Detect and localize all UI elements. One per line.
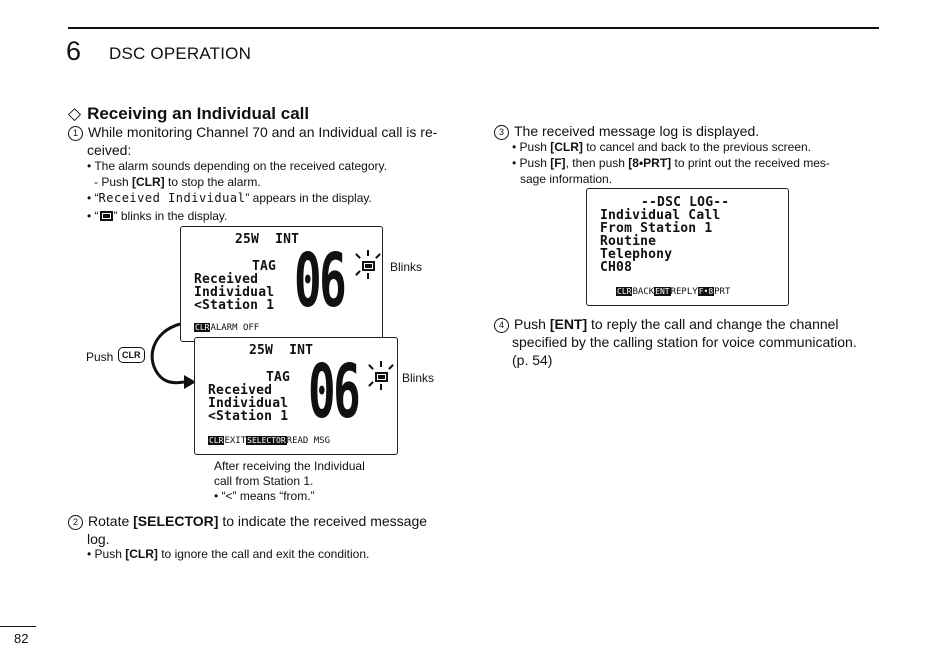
step-1-cont: ceived:	[87, 142, 132, 158]
key-f: [F]	[550, 156, 566, 170]
lcd-status: 25W INT	[249, 343, 314, 358]
lcd-screen-alarm	[180, 226, 383, 342]
key-prt: [8•PRT]	[628, 156, 672, 170]
lcd-tag: TAG	[266, 370, 291, 385]
step-number: 1	[68, 126, 83, 141]
lcd-line: <Station 1	[208, 409, 289, 424]
header-rule	[68, 27, 879, 29]
blinks-label: Blinks	[402, 371, 435, 385]
blink-ray	[380, 384, 382, 390]
bullet-alarm: • The alarm sounds depending on the received category.	[87, 159, 387, 173]
blink-ray	[367, 273, 369, 279]
soft-key-clr: CLR	[195, 323, 210, 332]
step-2	[68, 512, 458, 530]
lcd-line: CH08	[600, 260, 633, 275]
page-number: 82	[14, 631, 29, 646]
lcd-line: Individual Call	[600, 208, 721, 223]
text: • Push	[87, 547, 126, 561]
message-icon	[362, 261, 375, 271]
text: • Push	[512, 156, 551, 170]
soft-key-label: PRT	[714, 287, 731, 297]
step-text: While monitoring Channel 70 and an Individual call is re-	[88, 124, 438, 140]
text: to stop the alarm.	[164, 175, 261, 189]
chapter-title: DSC OPERATION	[109, 44, 252, 63]
step-4-cont: (p. 54)	[512, 352, 553, 368]
sub-bullet-clr	[94, 174, 261, 190]
arrow-icon	[140, 318, 200, 393]
lcd-line: Individual	[194, 285, 275, 300]
lcd-line: Individual	[208, 396, 289, 411]
bullet-received	[87, 190, 372, 206]
lcd-line: Routine	[600, 234, 657, 249]
blink-ray	[355, 270, 361, 276]
caption-line: call from Station 1.	[214, 474, 314, 488]
text: • “	[87, 191, 99, 205]
soft-key-label: ALARM OFF	[210, 323, 260, 333]
lcd-line: Received	[194, 272, 259, 287]
blink-ray	[380, 361, 382, 367]
lcd-title: --DSC LOG--	[641, 195, 730, 210]
blinks-label: Blinks	[390, 260, 423, 274]
key-selector: [SELECTOR]	[133, 513, 219, 529]
blink-ray	[388, 364, 394, 370]
message-icon	[375, 372, 388, 382]
step-1	[68, 123, 458, 141]
diamond-icon: ◇	[68, 104, 82, 123]
caption-line: • “<” means “from.”	[214, 489, 315, 503]
step-4-cont: specified by the calling station for voice communication.	[512, 334, 857, 350]
text: to ignore the call and exit the condition.	[157, 547, 370, 561]
step-3	[494, 122, 759, 140]
bullet-ignore	[87, 546, 369, 562]
step-number: 2	[68, 515, 83, 530]
text: Push	[514, 316, 550, 332]
chapter-number: 6	[66, 36, 82, 66]
bullet-cancel	[512, 139, 811, 155]
soft-key-row	[616, 287, 730, 297]
bullet-print-cont: sage information.	[520, 172, 613, 186]
soft-key-ent: ENT	[655, 287, 670, 296]
soft-key-clr: CLR	[617, 287, 632, 296]
text: Rotate	[88, 513, 134, 529]
step-4	[494, 315, 880, 333]
key-clr: [CLR]	[550, 140, 583, 154]
text: The received message log is displayed.	[514, 123, 760, 139]
bullet-print	[512, 155, 880, 171]
soft-key-label: REPLY	[670, 287, 698, 297]
soft-key-f: F•8	[698, 287, 714, 296]
lcd-line: From Station 1	[600, 221, 713, 236]
soft-key-label: EXIT	[224, 436, 247, 446]
section-heading	[68, 104, 309, 124]
text: to cancel and back to the previous screen.	[582, 140, 812, 154]
step-2-cont: log.	[87, 531, 110, 547]
message-icon	[99, 210, 114, 222]
key-ent: [ENT]	[549, 316, 588, 332]
text: • Push	[512, 140, 551, 154]
text: - Push	[94, 175, 133, 189]
channel-number: 06	[308, 349, 359, 435]
soft-key-row	[194, 323, 259, 333]
soft-key-label: BACK	[632, 287, 655, 297]
lcd-line: <Station 1	[194, 298, 275, 313]
text: • “	[87, 209, 99, 223]
text: ” appears in the display.	[245, 191, 372, 205]
soft-key-row	[208, 436, 330, 446]
text: to indicate the received message	[218, 513, 428, 529]
soft-key-clr: CLR	[209, 436, 224, 445]
key-clr: [CLR]	[132, 175, 165, 189]
text: to reply the call and change the channel	[587, 316, 839, 332]
lcd-tag: TAG	[252, 259, 277, 274]
soft-key-selector: SELECTOR	[247, 436, 286, 445]
key-clr: [CLR]	[125, 547, 158, 561]
blink-ray	[368, 381, 374, 387]
lcd-status: 25W INT	[235, 232, 300, 247]
blink-ray	[375, 253, 381, 259]
text: , then push	[565, 156, 629, 170]
caption-line: After receiving the Individual	[214, 459, 365, 473]
channel-number: 06	[294, 238, 345, 324]
lcd-line: Telephony	[600, 247, 673, 262]
soft-key-label: READ MSG	[286, 436, 331, 446]
key-label: CLR	[118, 347, 145, 363]
blink-ray	[355, 253, 361, 259]
lcd-text: Received Individual	[98, 191, 246, 205]
blink-ray	[367, 250, 369, 256]
step-number: 4	[494, 318, 509, 333]
text: to print out the received mes-	[671, 156, 830, 170]
step-number: 3	[494, 125, 509, 140]
text: ” blinks in the display.	[113, 209, 228, 223]
push-label: Push	[86, 350, 114, 364]
page-number-rule	[0, 626, 36, 627]
section-title: Receiving an Individual call	[87, 104, 310, 123]
bullet-blinks	[87, 208, 227, 224]
lcd-line: Received	[208, 383, 273, 398]
lcd-screen-dsc-log	[586, 188, 789, 306]
lcd-screen-received	[194, 337, 398, 455]
blink-ray	[368, 364, 374, 370]
